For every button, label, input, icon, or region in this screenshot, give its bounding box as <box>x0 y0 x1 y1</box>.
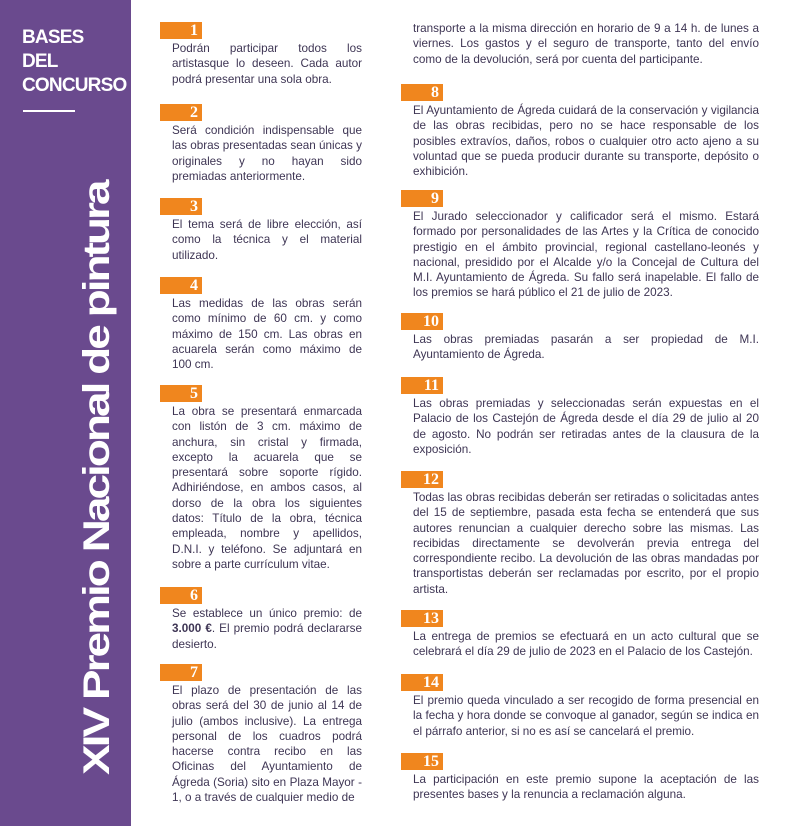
clause-text: La entrega de premios se efectuará en un acto cultural que se celebrará el día 29 de julio de 2023 en el Palacio de los Castejón. <box>413 630 759 659</box>
sidebar <box>0 0 131 826</box>
contest-title: XIV Premio Nacional de pintura <box>75 182 117 775</box>
heading-line-1: BASES <box>22 27 84 48</box>
clause-number: 3 <box>160 198 202 215</box>
heading-divider <box>23 110 75 112</box>
clause-text: El tema será de libre elección, así como la técnica y el material utilizado. <box>172 218 362 262</box>
clause-text: transporte a la misma dirección en horario de 9 a 14 h. de lunes a viernes. Los gastos y el seguro de transporte, tanto del envío como de la devolución, será por cuenta del participante. <box>413 22 759 66</box>
heading-line-2: DEL <box>22 51 58 72</box>
clause-number: 14 <box>401 674 443 691</box>
clause-7-continued <box>401 19 759 67</box>
clause-number: 15 <box>401 753 443 770</box>
clause-9 <box>401 190 759 301</box>
clause-7 <box>160 664 362 805</box>
clause-number: 5 <box>160 385 202 402</box>
clause-number: 12 <box>401 471 443 488</box>
clause-number: 4 <box>160 277 202 294</box>
clause-10 <box>401 313 759 363</box>
clause-text: El premio queda vinculado a ser recogido de forma presencial en la fecha y hora donde se convoque al ganador, según se indica en el párrafo anterior, si no es así se cancelará el premio. <box>413 694 759 738</box>
clause-11 <box>401 377 759 457</box>
prize-amount: 3.000 € <box>172 622 212 636</box>
clause-text: El plazo de presentación de las obras será del 30 de junio al 14 de julio (ambos inclusive). La entrega personal de los cuadros podrá hacerse contra recibo en las Oficinas del Ayuntamiento de Ágreda (Soria) sito en Plaza Mayor - 1, o a través de cualquier medio de <box>172 684 362 805</box>
clause-12 <box>401 471 759 597</box>
clause-text: Todas las obras recibidas deberán ser retiradas o solicitadas antes del 15 de septiembre, pasada esta fecha se entenderá que sus autores renuncian a cualquier derecho sobre las mismas. Las recibidas directamente se devolverán previa entrega del correspondiente recibo. La devolución de las obras mandadas por transportistas deberán ser reclamadas por escrito, por el propio artista. <box>413 491 759 596</box>
clause-text: La obra se presentará enmarcada con listón de 3 cm. máximo de anchura, sin cristal y firmada, excepto la acuarela que se presentará sobre soporte rígido. Adhiriéndose, en ambos casos, al dorso de la obra los siguientes datos: Título de la obra, técnica empleada, nombre y apellidos, D.N.I. y teléfono. Se adjuntará en sobre a parte currículum vitae. <box>172 405 362 571</box>
clause-15 <box>401 753 759 803</box>
section-heading <box>22 26 132 98</box>
clause-text: El Jurado seleccionador y calificador será el mismo. Estará formado por personalidades de las Artes y la Crítica de conocido prestigio en el ámbito provincial, regional castellano-leonés y nacional, presidido por el Alcalde y/o la Concejal de Cultura del M.I. Ayuntamiento de Ágreda. Su fallo será inapelable. El fallo de los premios se hará público el 21 de julio de 2023. <box>413 210 759 300</box>
clause-text: Las obras premiadas y seleccionadas serán expuestas en el Palacio de los Castejón de Ágreda desde el día 29 de julio al 20 de agosto. No podrán ser retiradas antes de la clausura de la exposición. <box>413 397 759 456</box>
clause-number: 10 <box>401 313 443 330</box>
clause-number: 6 <box>160 587 202 604</box>
clause-6 <box>160 587 362 652</box>
clause-13 <box>401 610 759 660</box>
clause-text: El Ayuntamiento de Ágreda cuidará de la conservación y vigilancia de las obras recibidas, pero no se hace responsable de los posibles extravíos, daños, robos o cualquier otro acto ajeno a su voluntad que se pueda producir durante su transporte, depósito o exhibición. <box>413 104 759 179</box>
clause-8 <box>401 84 759 179</box>
clause-number: 13 <box>401 610 443 627</box>
clause-2 <box>160 104 362 184</box>
clause-number: 1 <box>160 22 202 39</box>
clause-number: 2 <box>160 104 202 121</box>
clause-3 <box>160 198 362 263</box>
clause-number: 7 <box>160 664 202 681</box>
clause-text: Será condición indispensable que las obras presentadas sean únicas y originales y no hayan sido premiadas anteriormente. <box>172 124 362 183</box>
clause-14 <box>401 674 759 739</box>
clause-text: Las obras premiadas pasarán a ser propiedad de M.I. Ayuntamiento de Ágreda. <box>413 333 759 362</box>
clause-text <box>160 606 362 652</box>
clause-1 <box>160 22 362 87</box>
clause-number: 11 <box>401 377 443 394</box>
clause-number: 8 <box>401 84 443 101</box>
clause-4 <box>160 277 362 372</box>
clause-text: La participación en este premio supone la aceptación de las presentes bases y la renuncia a reclamación alguna. <box>413 773 759 802</box>
clause-text-start: Se establece un único premio: de <box>172 607 362 620</box>
clause-text: Las medidas de las obras serán como mínimo de 60 cm. y como máximo de 150 cm. Las obras en acuarela serán como máximo de 100 cm. <box>172 297 362 372</box>
heading-line-3: CONCURSO <box>22 75 127 96</box>
clause-text-end: . El premio podrá declararse desierto. <box>172 622 362 651</box>
clause-5 <box>160 385 362 572</box>
clause-number: 9 <box>401 190 443 207</box>
clause-text: Podrán participar todos los artistasque lo deseen. Cada autor podrá presentar una sola obra. <box>172 42 362 86</box>
